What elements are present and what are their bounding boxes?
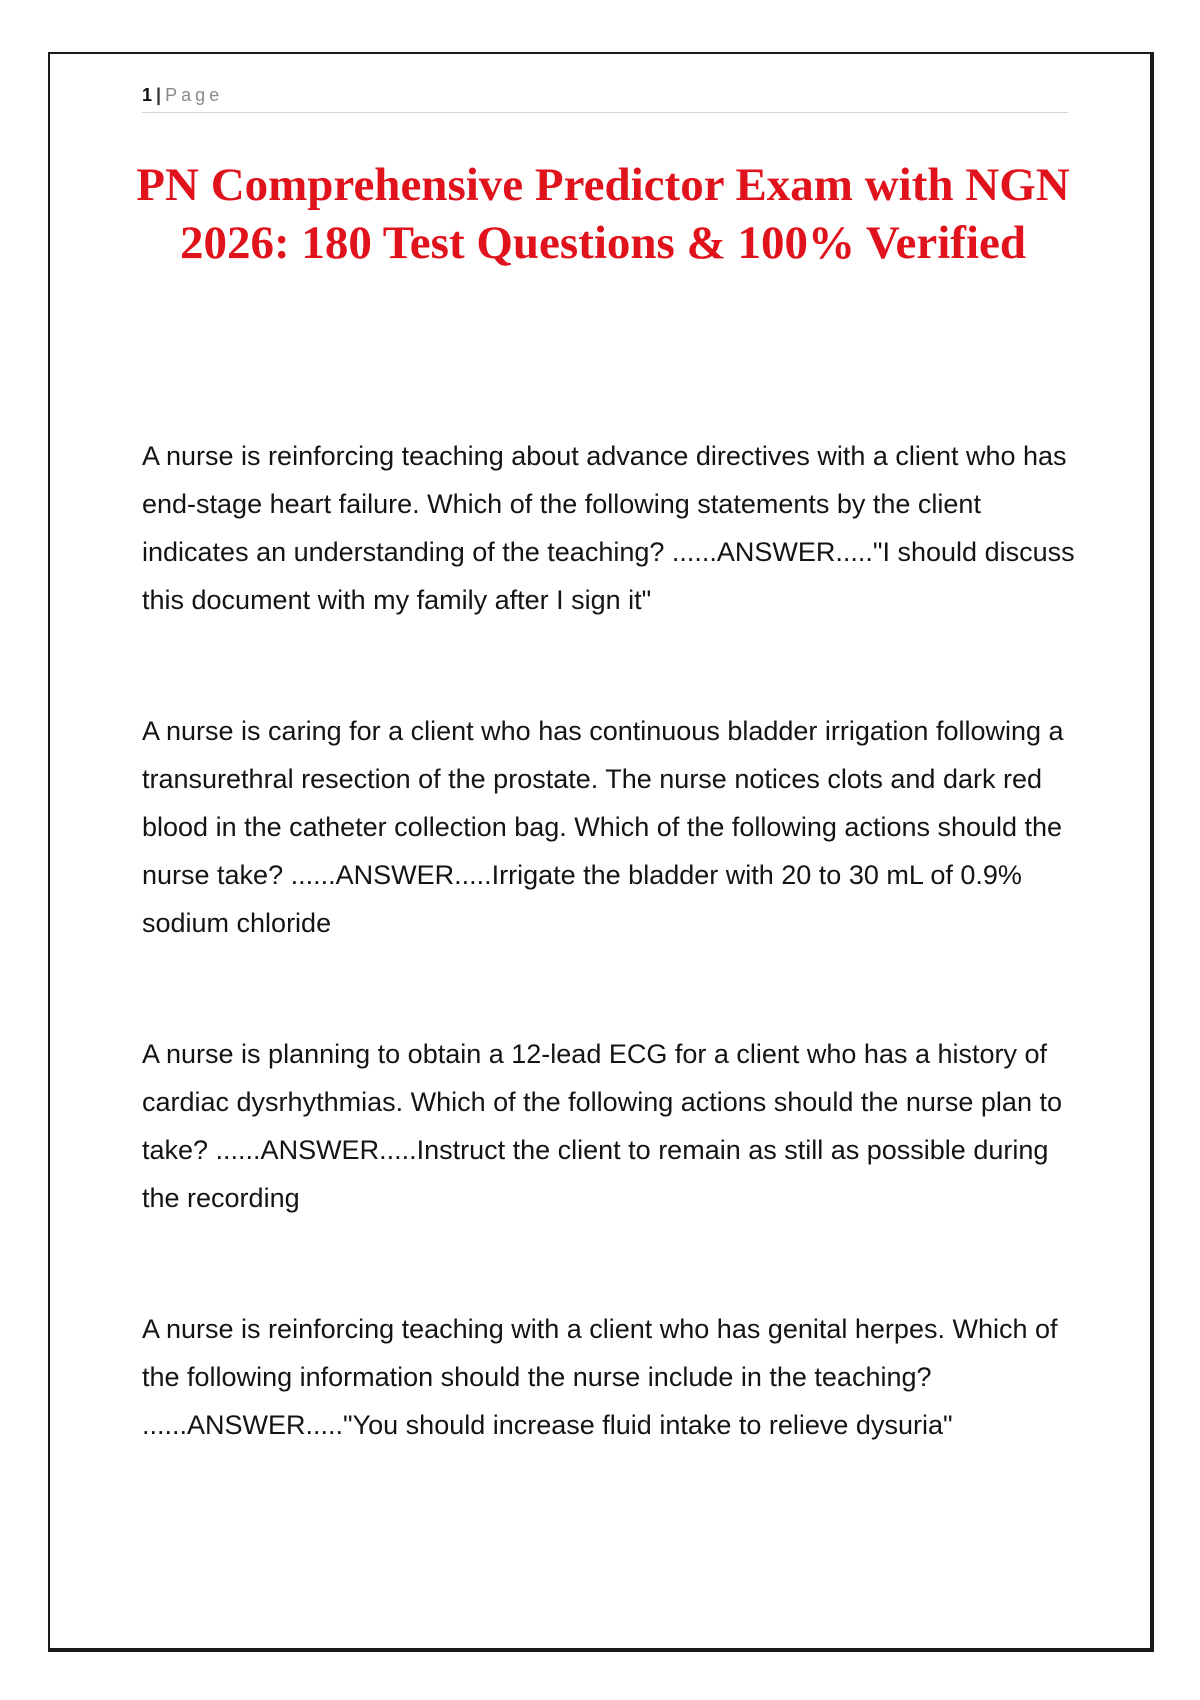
question-item-2: A nurse is caring for a client who has continuous bladder irrigation following a transurethral resection of the prostate. The nurse notices clots and dark red blood in the catheter collection bag. Which of the following actions should the nurse take? ......ANSWER.....Irrigate the bladder with 20 to 30 mL of 0.9% sodium chloride [142, 716, 1064, 938]
page-number: 1 [142, 85, 153, 105]
document-title: PN Comprehensive Predictor Exam with NGN 2026: 180 Test Questions & 100% Verified [136, 159, 1070, 269]
question-item-1: A nurse is reinforcing teaching about advance directives with a client who has end-stage heart failure. Which of the following statements by the client indicates an understanding of the teaching? ......ANSWER....."I should discuss this document with my family after I sign it" [142, 441, 1075, 615]
question-item-3: A nurse is planning to obtain a 12-lead ECG for a client who has a history of cardiac dysrhythmias. Which of the following actions should the nurse plan to take? ......ANSWER.....Instruct the client to remain as still as possible during the recording [142, 1039, 1062, 1213]
document-page [48, 52, 1154, 1652]
page-label: Page [165, 85, 224, 105]
question-list [142, 432, 1082, 1449]
question-item-4: A nurse is reinforcing teaching with a client who has genital herpes. Which of the following information should the nurse include in the teaching? ......ANSWER....."You should increase fluid intake to relieve dysuria" [142, 1314, 1058, 1440]
page-header [142, 82, 1068, 113]
page-separator: | [156, 85, 162, 105]
